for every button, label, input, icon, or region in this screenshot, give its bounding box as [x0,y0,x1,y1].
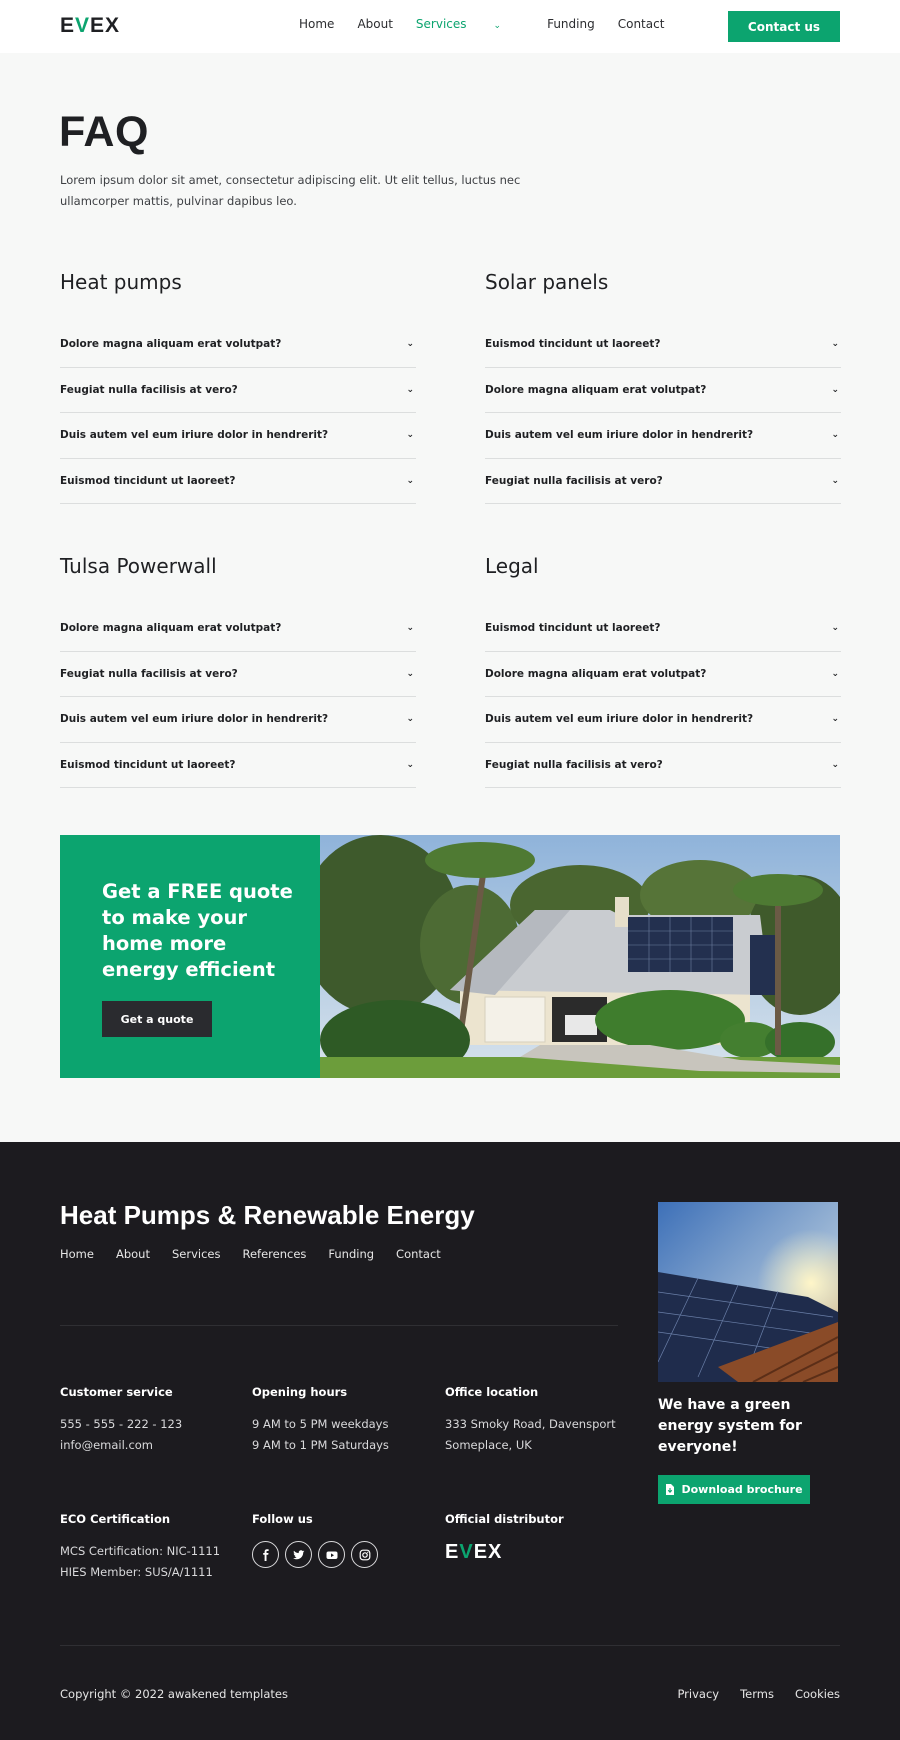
chevron-down-icon: ⌄ [406,714,414,725]
quote-banner [60,835,840,1078]
eco-heading: ECO Certification [60,1512,171,1526]
faq-question[interactable] [485,743,841,789]
download-brochure-label: Download brochure [681,1483,803,1496]
distributor-heading: Official distributor [445,1512,564,1526]
faq-question[interactable] [60,322,416,368]
address-line: 333 Smoky Road, Davensport [445,1417,616,1431]
file-icon [665,1484,675,1495]
chevron-down-icon: ⌄ [831,759,839,770]
faq-question[interactable] [60,413,416,459]
phone-number[interactable]: 555 - 555 - 222 - 123 [60,1417,183,1431]
footer-nav-funding[interactable]: Funding [328,1247,375,1261]
opening-hours-heading: Opening hours [252,1385,348,1399]
certification-line: MCS Certification: NIC-1111 [60,1544,221,1558]
official-distributor [445,1512,625,1564]
nav-contact[interactable]: Contact [617,17,665,31]
logo[interactable] [60,14,120,38]
site-header [0,0,900,53]
hours-line: 9 AM to 1 PM Saturdays [252,1438,389,1452]
faq-question[interactable] [60,606,416,652]
twitter-icon[interactable] [285,1541,312,1568]
faq-question-label: Feugiat nulla facilisis at vero? [485,758,663,771]
distributor-logo[interactable] [445,1541,625,1564]
faq-question-label: Feugiat nulla facilisis at vero? [60,667,238,680]
faq-group-title: Tulsa Powerwall [60,554,217,578]
faq-question-label: Feugiat nulla facilisis at vero? [485,474,663,487]
house-photo-illustration [320,835,840,1078]
office-location [445,1385,625,1456]
faq-question-label: Dolore magna aliquam erat volutpat? [60,622,282,635]
chevron-down-icon: ⌄ [406,668,414,679]
chevron-down-icon: ⌄ [406,339,414,350]
faq-group-title: Legal [485,554,539,578]
nav-services[interactable] [416,17,524,31]
chevron-down-icon: ⌄ [493,21,502,31]
footer-divider [60,1645,840,1646]
page-title: FAQ [59,108,149,156]
quote-headline: Get a FREE quote to make your home more energy efficient [102,880,293,981]
faq-question-label: Dolore magna aliquam erat volutpat? [485,667,707,680]
terms-link[interactable]: Terms [740,1687,774,1701]
social-links [252,1541,432,1568]
customer-service [60,1385,240,1456]
footer-nav-contact[interactable]: Contact [396,1247,441,1261]
faq-question-label: Euismod tincidunt ut laoreet? [60,474,236,487]
faq-question[interactable] [485,652,841,698]
logo-part: E [445,1541,460,1563]
follow-heading: Follow us [252,1512,313,1526]
nav-funding[interactable]: Funding [547,17,595,31]
privacy-link[interactable]: Privacy [677,1687,720,1701]
logo-part: EX [90,14,121,37]
facebook-icon[interactable] [252,1541,279,1568]
chevron-down-icon: ⌄ [831,339,839,350]
chevron-down-icon: ⌄ [406,475,414,486]
get-quote-button[interactable]: Get a quote [102,1001,212,1037]
faq-question-label: Euismod tincidunt ut laoreet? [60,758,236,771]
page-intro: Lorem ipsum dolor sit amet, consectetur adipiscing elit. Ut elit tellus, luctus nec ullamcorper mattis, pulvinar dapibus leo. [60,173,521,208]
chevron-down-icon: ⌄ [831,623,839,634]
logo-part: E [60,14,76,37]
faq-question-label: Duis autem vel eum iriure dolor in hendrerit? [485,713,754,726]
footer-nav [60,1247,463,1261]
main-nav [299,17,687,31]
chevron-down-icon: ⌄ [831,668,839,679]
faq-group-solar-panels [485,262,841,504]
house-solar-photo [320,835,840,1078]
faq-question[interactable] [485,413,841,459]
nav-services-label: Services [415,17,467,31]
faq-group-legal [485,546,841,788]
customer-service-heading: Customer service [60,1385,173,1399]
faq-question-label: Euismod tincidunt ut laoreet? [485,622,661,635]
faq-group-heat-pumps [60,262,416,504]
chevron-down-icon: ⌄ [406,384,414,395]
hours-line: 9 AM to 5 PM weekdays [252,1417,389,1431]
faq-question[interactable] [60,652,416,698]
faq-question-label: Duis autem vel eum iriure dolor in hendrerit? [485,429,754,442]
solar-sunset-illustration [658,1202,838,1382]
footer-title: Heat Pumps & Renewable Energy [60,1200,475,1230]
site-footer [0,1142,900,1740]
footer-nav-services[interactable]: Services [171,1247,221,1261]
faq-question-label: Euismod tincidunt ut laoreet? [485,338,661,351]
chevron-down-icon: ⌄ [831,430,839,441]
email-link[interactable]: info@email.com [60,1438,153,1452]
chevron-down-icon: ⌄ [406,430,414,441]
quote-panel [60,835,320,1078]
cookies-link[interactable]: Cookies [794,1687,840,1701]
footer-divider [60,1325,618,1326]
footer-nav-about[interactable]: About [115,1247,150,1261]
chevron-down-icon: ⌄ [831,384,839,395]
logo-part: EX [473,1541,503,1563]
faq-question-label: Dolore magna aliquam erat volutpat? [60,338,282,351]
faq-question[interactable] [485,697,841,743]
solar-panel-photo [658,1202,838,1382]
faq-question[interactable] [485,322,841,368]
faq-question[interactable] [485,368,841,414]
nav-about[interactable]: About [357,17,393,31]
faq-question[interactable] [60,697,416,743]
chevron-down-icon: ⌄ [406,759,414,770]
chevron-down-icon: ⌄ [831,475,839,486]
faq-group-title: Heat pumps [60,270,182,294]
address-line: Someplace, UK [445,1438,532,1452]
faq-question-label: Dolore magna aliquam erat volutpat? [485,383,707,396]
chevron-down-icon: ⌄ [406,623,414,634]
opening-hours [252,1385,432,1456]
faq-group-title: Solar panels [485,270,609,294]
chevron-down-icon: ⌄ [831,714,839,725]
faq-question-label: Feugiat nulla facilisis at vero? [60,383,238,396]
faq-question[interactable] [60,368,416,414]
faq-question[interactable] [485,459,841,505]
faq-question-label: Duis autem vel eum iriure dolor in hendrerit? [60,713,329,726]
footer-nav-references[interactable]: References [242,1247,307,1261]
logo-accent: V [459,1541,474,1563]
faq-question-label: Duis autem vel eum iriure dolor in hendrerit? [60,429,329,442]
download-brochure-button[interactable] [658,1475,810,1504]
faq-question[interactable] [60,459,416,505]
youtube-icon[interactable] [318,1541,345,1568]
promo-text: We have a green energy system for everyone! [658,1397,802,1455]
faq-group-tulsa-powerwall [60,546,416,788]
eco-certification [60,1512,240,1583]
certification-line: HIES Member: SUS/A/1111 [60,1565,213,1579]
logo-accent: V [75,14,91,37]
footer-nav-home[interactable]: Home [60,1247,94,1261]
instagram-icon[interactable] [351,1541,378,1568]
faq-question[interactable] [60,743,416,789]
office-location-heading: Office location [445,1385,539,1399]
nav-home[interactable]: Home [299,17,335,31]
legal-links [656,1687,840,1701]
contact-us-button[interactable]: Contact us [728,11,840,42]
faq-question[interactable] [485,606,841,652]
follow-us [252,1512,432,1568]
copyright: Copyright © 2022 awakened templates [60,1687,288,1701]
